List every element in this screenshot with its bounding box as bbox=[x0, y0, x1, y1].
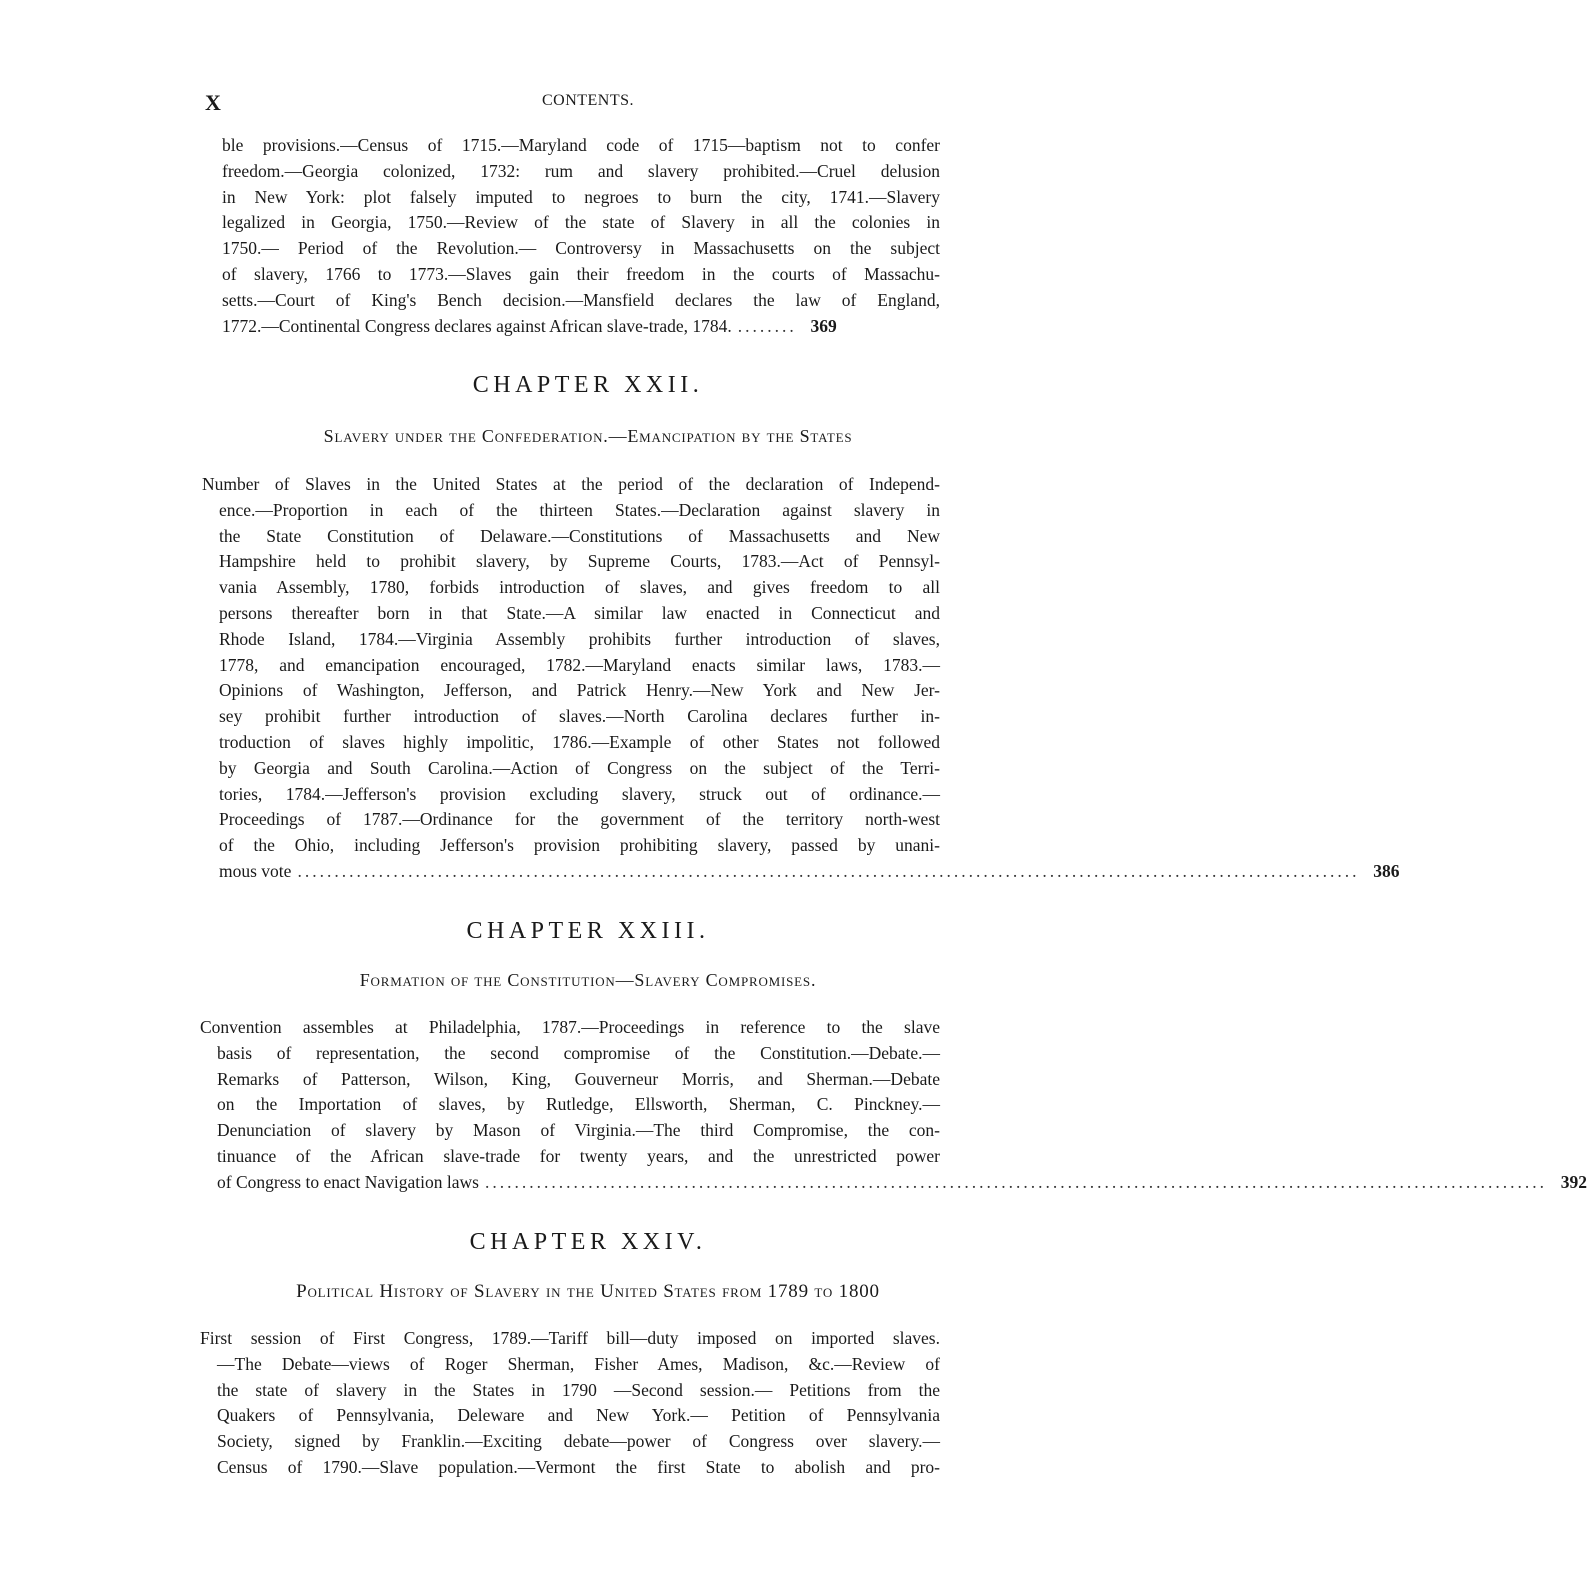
summary-line: Convention assembles at Philadelphia, 1787.—Proceedings in reference to the slave bbox=[200, 1017, 940, 1037]
summary-line: the State Constitution of Delaware.—Constitutions of Massachusetts and New bbox=[219, 525, 940, 546]
summary-line: Opinions of Washington, Jefferson, and Patrick Henry.—New York and New Jer- bbox=[219, 680, 940, 701]
summary-line: tinuance of the African slave-trade for twenty years, and the unrestricted power bbox=[217, 1145, 940, 1166]
summary-last-line: 1772.—Continental Congress declares against African slave-trade, 1784. bbox=[222, 316, 732, 336]
summary-line: Society, signed by Franklin.—Exciting debate—power of Congress over slavery.— bbox=[217, 1431, 940, 1452]
chapter-heading: CHAPTER XXII. bbox=[472, 372, 704, 398]
chapter-summary bbox=[200, 1015, 940, 1170]
summary-line: ble provisions.—Census of 1715.—Maryland code of 1715—baptism not to confer bbox=[222, 135, 940, 155]
summary-line: basis of representation, the second compromise of the Constitution.—Debate.— bbox=[217, 1042, 940, 1063]
summary-line: in New York: plot falsely imputed to negroes to burn the city, 1741.—Slavery bbox=[222, 186, 940, 207]
summary-line: setts.—Court of King's Bench decision.—Mansfield declares the law of England, bbox=[222, 289, 940, 310]
page-reference: 392 bbox=[1560, 1172, 1587, 1192]
summary-line: sey prohibit further introduction of slaves.—North Carolina declares further in- bbox=[219, 706, 940, 727]
summary-last-line: mous vote bbox=[219, 861, 292, 881]
summary-line: Rhode Island, 1784.—Virginia Assembly prohibits further introduction of slaves, bbox=[219, 628, 940, 649]
summary-line: troduction of slaves highly impolitic, 1786.—Example of other States not followed bbox=[219, 731, 940, 752]
summary-line: Remarks of Patterson, Wilson, King, Gouverneur Morris, and Sherman.—Debate bbox=[217, 1068, 940, 1089]
summary-line: vania Assembly, 1780, forbids introduction of slaves, and gives freedom to all bbox=[219, 577, 940, 598]
summary-line: tories, 1784.—Jefferson's provision excluding slavery, struck out of ordinance.— bbox=[219, 783, 940, 804]
page-reference: 369 bbox=[810, 316, 837, 336]
dot-leader: ................................................................................................................................................ bbox=[297, 861, 1360, 881]
summary-line: ence.—Proportion in each of the thirteen States.—Declaration against slavery in bbox=[219, 499, 940, 520]
summary-line: legalized in Georgia, 1750.—Review of the state of Slavery in all the colonies in bbox=[222, 212, 940, 233]
toc-entry-392 bbox=[217, 1170, 1587, 1196]
chapter-subtitle: Slavery under the Confederation.—Emancipation by the States bbox=[323, 426, 853, 446]
running-head bbox=[205, 90, 971, 116]
chapter-heading: CHAPTER XXIII. bbox=[466, 918, 710, 944]
chapter-subtitle: Political History of Slavery in the United States from 1789 to 1800 bbox=[296, 1281, 880, 1302]
toc-entry-386 bbox=[219, 859, 1400, 885]
summary-line: Number of Slaves in the United States at the period of the declaration of Independ- bbox=[202, 474, 940, 494]
chapter-heading: CHAPTER XXIV. bbox=[469, 1229, 707, 1255]
chapter-summary bbox=[200, 1326, 940, 1481]
summary-line: 1750.— Period of the Revolution.— Controversy in Massachusetts on the subject bbox=[222, 238, 940, 259]
summary-line: of the Ohio, including Jefferson's provision prohibiting slavery, passed by unani- bbox=[219, 835, 940, 856]
summary-line: Denunciation of slavery by Mason of Virginia.—The third Compromise, the con- bbox=[217, 1120, 940, 1141]
summary-line: of slavery, 1766 to 1773.—Slaves gain their freedom in the courts of Massachu- bbox=[222, 263, 940, 284]
page-number: X bbox=[205, 90, 221, 115]
page-reference: 386 bbox=[1373, 861, 1400, 881]
dot-leader: ........ bbox=[737, 316, 797, 336]
summary-line: by Georgia and South Carolina.—Action of Congress on the subject of the Terri- bbox=[219, 757, 940, 778]
summary-line: the state of slavery in the States in 1790 —Second session.— Petitions from the bbox=[217, 1379, 940, 1400]
chapter-subtitle: Formation of the Constitution—Slavery Compromises. bbox=[359, 970, 817, 990]
summary-line: First session of First Congress, 1789.—Tariff bill—duty imposed on imported slaves. bbox=[200, 1328, 940, 1348]
summary-line: Quakers of Pennsylvania, Deleware and New York.— Petition of Pennsylvania bbox=[217, 1405, 940, 1426]
summary-line: Proceedings of 1787.—Ordinance for the government of the territory north-west bbox=[219, 809, 940, 830]
summary-line: Hampshire held to prohibit slavery, by Supreme Courts, 1783.—Act of Pennsyl- bbox=[219, 551, 940, 572]
summary-line: Census of 1790.—Slave population.—Vermont the first State to abolish and pro- bbox=[217, 1456, 940, 1477]
summary-line: persons thereafter born in that State.—A similar law enacted in Connecticut and bbox=[219, 602, 940, 623]
dot-leader: ................................................................................................................................................ bbox=[484, 1172, 1547, 1192]
summary-line: —The Debate—views of Roger Sherman, Fisher Ames, Madison, &c.—Review of bbox=[217, 1353, 940, 1374]
continuation-summary bbox=[222, 133, 940, 314]
summary-line: 1778, and emancipation encouraged, 1782.—Maryland enacts similar laws, 1783.— bbox=[219, 654, 940, 675]
toc-entry-369 bbox=[222, 314, 972, 340]
chapter-summary bbox=[202, 472, 940, 859]
summary-line: freedom.—Georgia colonized, 1732: rum and slavery prohibited.—Cruel delusion bbox=[222, 160, 940, 181]
summary-last-line: of Congress to enact Navigation laws bbox=[217, 1172, 479, 1192]
running-title: CONTENTS. bbox=[541, 92, 635, 109]
summary-line: on the Importation of slaves, by Rutledge, Ellsworth, Sherman, C. Pinckney.— bbox=[217, 1094, 940, 1115]
